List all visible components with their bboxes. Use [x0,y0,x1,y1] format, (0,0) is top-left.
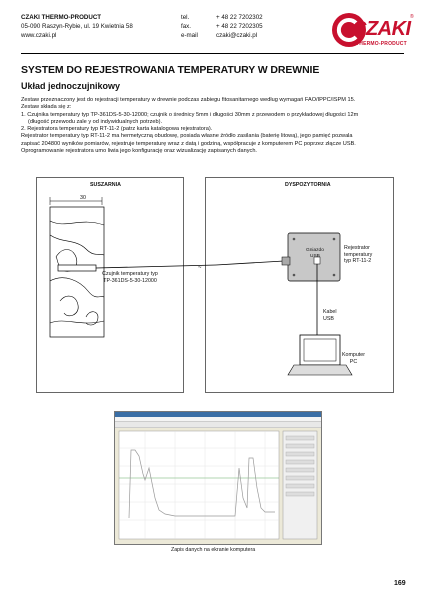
sensor-label-line-1: Czujnik temperatury typ [102,271,158,277]
usb-socket-line-2: USB [310,253,320,259]
usb-socket-line-1: Gniazdo [306,248,324,253]
logo-registered: ® [410,14,414,20]
usb-socket-label [306,248,324,259]
sensor-label-line-2: TP-361DS-5-30-12000 [103,277,157,284]
sensor-label [80,271,180,284]
page-number: 169 [394,580,406,587]
company-name: CZAKI THERMO-PRODUCT [21,14,102,21]
page-title: SYSTEM DO REJESTROWANIA TEMPERATURY W DREWNIE [21,64,320,76]
kit-item-1: 1. Czujnika temperatury typ TP-361DS-5-30-12000; czujnik o średnicy 5mm i długości 30mm z przewodem o przykładowej długości 12m [21,111,359,118]
tel-label: tel. [181,14,190,21]
screenshot-chart-area [115,428,321,545]
pc-label-line-1: Komputer [342,352,365,358]
description-line-3: Oprogramowanie rejestratora umo liwia jego konfigurację oraz wizualizację zapisanych danych. [21,148,257,155]
control-room-label: DYSPOZYTORNIA [285,182,331,188]
intro-paragraph: Zestaw przeznaczony jest do rejestracji temperatury w drewnie podczas zabiegu fitosanitarnego według wymagań FAO/IPPC/ISPM 15. [21,97,356,103]
logo-text: CZAKI [352,18,411,40]
pc-label-line-2: PC [349,358,358,365]
tel-value: + 48 22 7202302 [216,14,263,21]
body-text [21,97,411,155]
usb-cable-label [323,309,337,322]
section-subtitle: Układ jednoczujnikowy [21,81,121,91]
usb-cable-line-2: USB [323,315,334,322]
recorder-label-line-1: Rejestrator [344,245,370,251]
fax-label: fax. [181,23,191,30]
description-line-1: Rejestrator temperatury typ RT-11-2 ma hermetyczną obudowę, posiada własne źródło zasilania (baterię litową), jego pamięć pozwala [21,133,353,140]
screenshot-caption: Zapis danych na ekranie komputera [171,547,256,553]
dimension-label: 30 [80,195,86,201]
kit-label: Zestaw składa się z: [21,104,72,111]
recorder-label-line-2: temperatury [344,251,373,258]
kit-item-1-cont: (długość przewodu zale y od indywidualnych potrzeb). [28,118,163,125]
email-value: czaki@czaki.pl [216,32,258,39]
recorder-label-line-3: typ RT-11-2 [344,258,372,264]
company-address: 05-090 Raszyn-Rybie, ul. 19 Kwietnia 58 [21,23,133,30]
description-line-2: zapisać 204800 wyników pomiarów, rejestruje temperaturę wraz z datą i godziną, współpracuje z komputerem PC poprzez złącze USB. [21,140,356,147]
usb-cable-line-1: Kabel [323,309,337,315]
email-label: e-mail [181,32,198,39]
company-website: www.czaki.pl [21,32,57,39]
logo-subtext: THERMO-PRODUCT [356,41,407,47]
diagram-drawing [36,177,392,391]
drying-room-label: SUSZARNIA [90,182,121,188]
recorder-label [344,245,372,265]
header-rule [21,53,404,54]
pc-label [342,352,365,365]
fax-value: + 48 22 7202305 [216,23,263,30]
kit-item-2: 2. Rejestratora temperatury typ RT-11-2 (patrz karta katalogowa rejestratora). [21,126,213,133]
software-screenshot [114,411,322,545]
svg-text:~: ~ [198,265,202,271]
